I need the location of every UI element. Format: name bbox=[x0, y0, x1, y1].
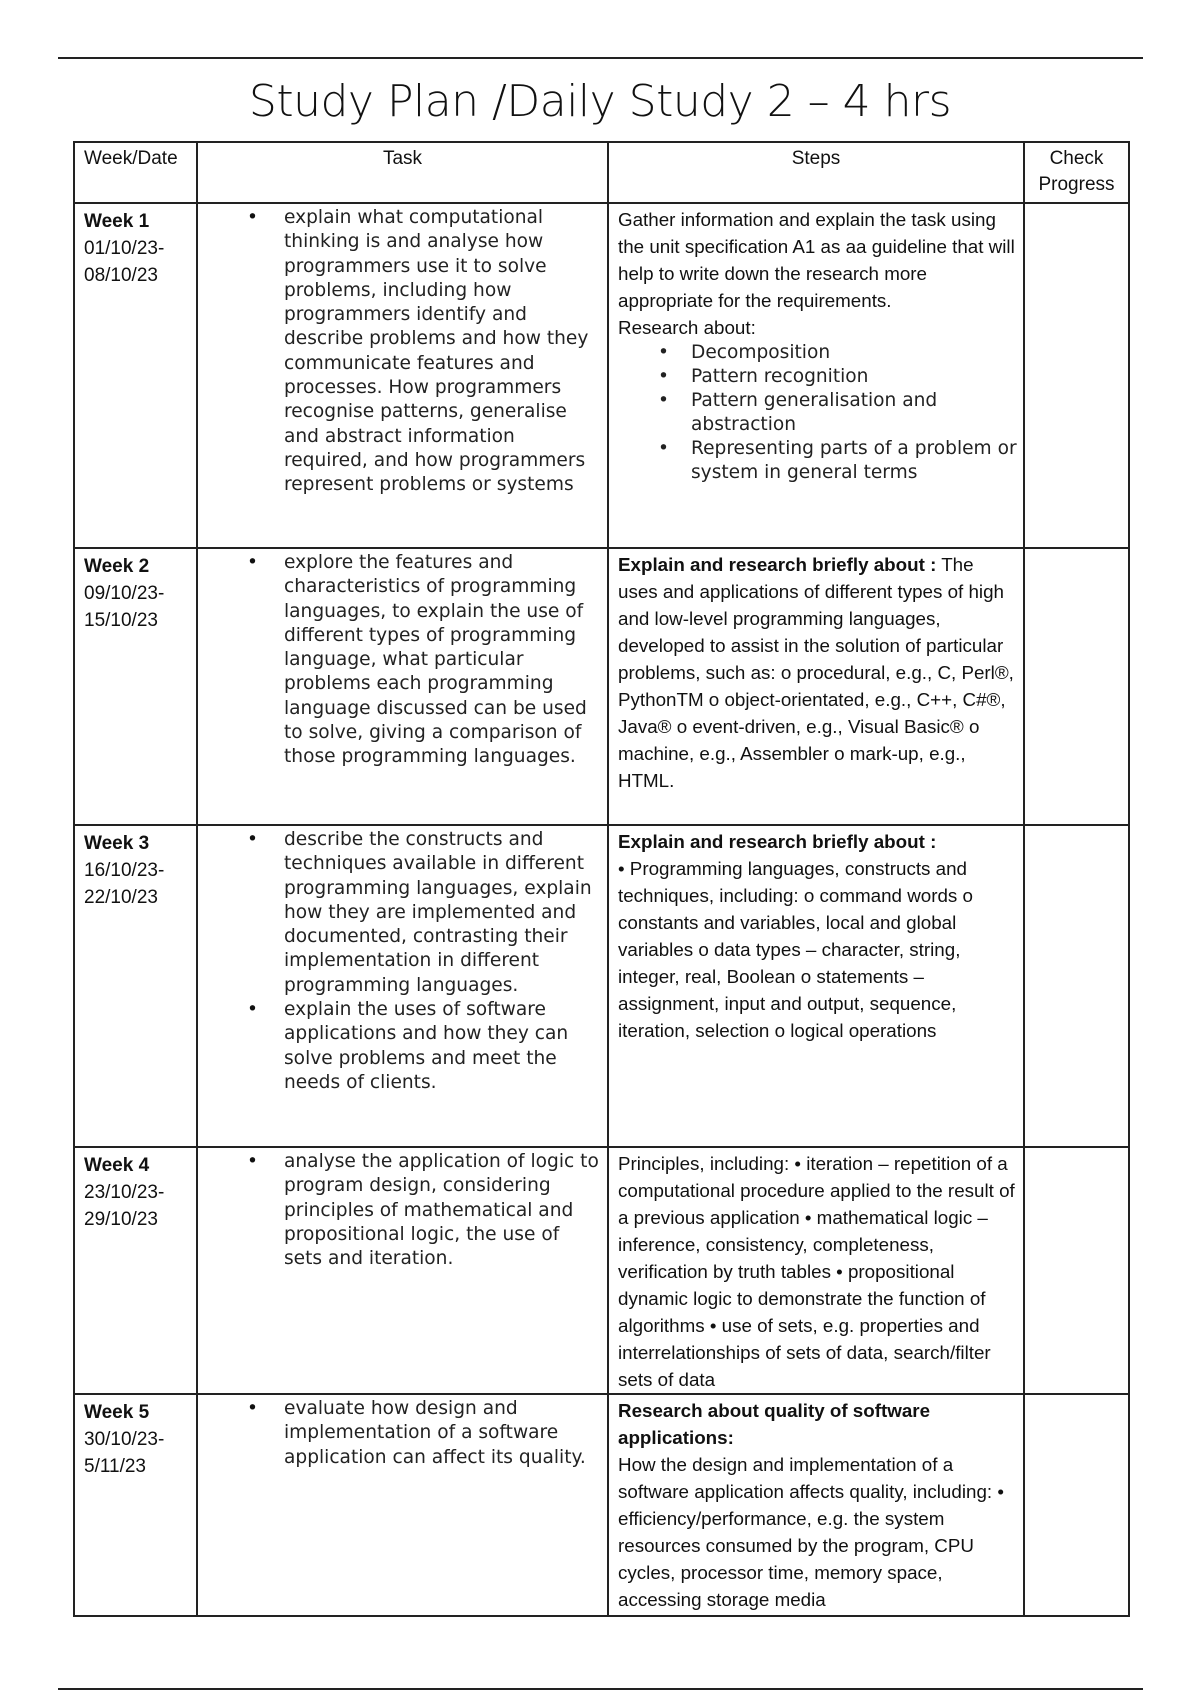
steps-text: How the design and implementation of a software application affects quality, including: • efficiency/performance, e.g. the system resources consumed by the program, CPU cycles, processor time, memory space, accessing storage media bbox=[618, 1454, 1004, 1610]
week-date: 30/10/23- bbox=[84, 1429, 165, 1450]
table-row bbox=[74, 548, 1129, 825]
steps-cell bbox=[608, 825, 1024, 1147]
check-progress-cell[interactable] bbox=[1024, 548, 1129, 825]
task-item: • evaluate how design and implementation of a software application can affect its quality. bbox=[284, 1397, 599, 1470]
check-progress-cell[interactable] bbox=[1024, 203, 1129, 548]
week-label: Week 3 bbox=[84, 833, 150, 854]
week-date: 16/10/23- bbox=[84, 860, 165, 881]
week-label: Week 5 bbox=[84, 1402, 150, 1423]
week-cell bbox=[74, 203, 197, 548]
header-week-date: Week/Date bbox=[74, 142, 197, 203]
table-row bbox=[74, 1394, 1129, 1616]
task-cell bbox=[197, 825, 608, 1147]
steps-bullet: • Decomposition bbox=[691, 341, 1017, 365]
check-progress-cell[interactable] bbox=[1024, 1394, 1129, 1616]
steps-cell bbox=[608, 1394, 1024, 1616]
check-progress-cell[interactable] bbox=[1024, 825, 1129, 1147]
steps-bullet: • Pattern generalisation and abstraction bbox=[691, 389, 1017, 437]
task-cell bbox=[197, 548, 608, 825]
table-row bbox=[74, 203, 1129, 548]
task-cell bbox=[197, 1147, 608, 1394]
study-plan-table bbox=[73, 141, 1130, 1617]
task-item: • explain the uses of software applications and how they can solve problems and meet the needs of clients. bbox=[284, 998, 599, 1095]
steps-text: Gather information and explain the task using the unit specification A1 as aa guideline that will help to write down the research more appropriate for the requirements. bbox=[618, 209, 1015, 311]
week-date: 5/11/23 bbox=[84, 1456, 146, 1477]
steps-text: • Programming languages, constructs and techniques, including: o command words o constants and variables, local and global variables o data types – character, string, integer, real, Boolean o statements – assignment, input and output, sequence, iteration, selection o logical operations bbox=[618, 858, 973, 1041]
week-label: Week 1 bbox=[84, 211, 150, 232]
week-date: 15/10/23 bbox=[84, 610, 158, 631]
week-date: 09/10/23- bbox=[84, 583, 165, 604]
steps-cell bbox=[608, 203, 1024, 548]
week-cell bbox=[74, 825, 197, 1147]
steps-cell bbox=[608, 1147, 1024, 1394]
header-row bbox=[74, 142, 1129, 203]
steps-heading: Explain and research briefly about : bbox=[618, 831, 937, 852]
week-label: Week 2 bbox=[84, 556, 150, 577]
steps-heading: Explain and research briefly about : bbox=[618, 554, 937, 575]
task-item: • analyse the application of logic to program design, considering principles of mathematical and propositional logic, the use of sets and iteration. bbox=[284, 1150, 599, 1271]
week-date: 22/10/23 bbox=[84, 887, 158, 908]
bottom-rule bbox=[58, 1688, 1143, 1690]
week-label: Week 4 bbox=[84, 1155, 150, 1176]
steps-lead: Research about: bbox=[618, 317, 756, 338]
week-cell bbox=[74, 1147, 197, 1394]
table-row bbox=[74, 825, 1129, 1147]
steps-cell bbox=[608, 548, 1024, 825]
week-cell bbox=[74, 1394, 197, 1616]
steps-bullet: • Pattern recognition bbox=[691, 365, 1017, 389]
steps-text: The uses and applications of different types of high and low-level programming languages, developed to assist in the solution of particular problems, such as: o procedural, e.g., C, Perl®, PythonTM o object-orientated, e.g., C++, C#®, Java® o event-driven, e.g., Visual Basic® o machine, e.g., Assembler o mark-up, e.g., HTML. bbox=[618, 554, 1014, 791]
task-cell bbox=[197, 203, 608, 548]
week-date: 01/10/23- bbox=[84, 238, 165, 259]
steps-bullet: • Representing parts of a problem or system in general terms bbox=[691, 437, 1017, 485]
task-cell bbox=[197, 1394, 608, 1616]
header-steps: Steps bbox=[608, 142, 1024, 203]
week-date: 29/10/23 bbox=[84, 1209, 158, 1230]
check-progress-cell[interactable] bbox=[1024, 1147, 1129, 1394]
table-row bbox=[74, 1147, 1129, 1394]
page-title: Study Plan /Daily Study 2 – 4 hrs bbox=[248, 76, 952, 127]
top-rule bbox=[58, 57, 1143, 59]
steps-text: Principles, including: • iteration – repetition of a computational procedure applied to the result of a previous application • mathematical logic – inference, consistency, completeness, verification by truth tables • propositional dynamic logic to demonstrate the function of algorithms • use of sets, e.g. properties and interrelationships of sets of data, search/filter sets of data bbox=[618, 1153, 1015, 1390]
task-item: • explain what computational thinking is and analyse how programmers use it to solve problems, including how programmers identify and describe problems and how they communicate features and processes. How programmers recognise patterns, generalise and abstract information required, and how programmers represent problems or systems bbox=[284, 206, 599, 498]
header-task: Task bbox=[197, 142, 608, 203]
week-date: 08/10/23 bbox=[84, 265, 158, 286]
week-date: 23/10/23- bbox=[84, 1182, 165, 1203]
steps-heading: Research about quality of software applications: bbox=[618, 1400, 931, 1448]
header-check-progress: Check Progress bbox=[1024, 142, 1129, 203]
week-cell bbox=[74, 548, 197, 825]
task-item: • explore the features and characteristics of programming languages, to explain the use of different types of programming language, what particular problems each programming language discussed can be used to solve, giving a comparison of those programming languages. bbox=[284, 551, 599, 770]
task-item: • describe the constructs and techniques available in different programming languages, explain how they are implemented and documented, contrasting their implementation in different programming languages. bbox=[284, 828, 599, 998]
